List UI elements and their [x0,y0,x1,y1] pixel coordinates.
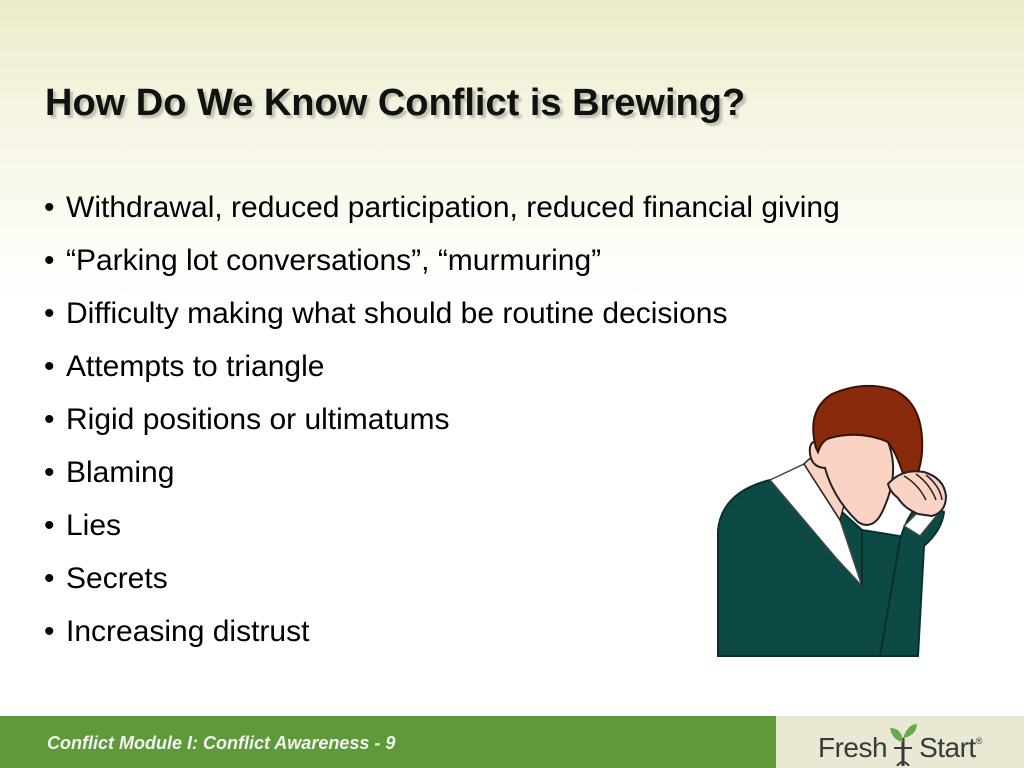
bullet-item [44,239,840,292]
worried-man-icon [712,380,952,660]
bullet-item [44,186,840,239]
bullet-dot: • [44,562,55,595]
logo-left-word: Fresh [818,732,888,763]
registered-mark: ® [975,736,983,746]
hand-shape [888,471,946,516]
logo-panel [776,716,1024,768]
slide-title: How Do We Know Conflict is Brewing? [45,82,746,124]
bullet-text: Attempts to triangle [66,350,325,383]
bullet-text: “Parking lot conversations”, “murmuring” [66,244,602,277]
bullet-dot: • [44,297,55,330]
bullet-item [44,292,840,345]
bullet-text: Difficulty making what should be routine decisions [66,297,728,330]
bullet-dot: • [44,509,55,542]
bullet-text: Rigid positions or ultimatums [66,403,450,436]
bullet-text: Secrets [66,562,168,595]
footer-bar [0,716,776,768]
bullet-dot: • [44,456,55,489]
fresh-start-logo [818,722,982,766]
bullet-dot: • [44,191,55,224]
bullet-text: Increasing distrust [66,615,310,648]
bullet-dot: • [44,244,55,277]
bullet-text: Withdrawal, reduced participation, reduced financial giving [66,191,840,224]
sprout-icon [888,722,918,766]
bullet-dot: • [44,350,55,383]
bullet-dot: • [44,403,55,436]
logo-right-word: Start [919,732,976,763]
footer-text: Conflict Module I: Conflict Awareness - 9 [47,733,396,753]
bullet-text: Lies [66,509,122,542]
bullet-dot: • [44,615,55,648]
bullet-text: Blaming [66,456,175,489]
